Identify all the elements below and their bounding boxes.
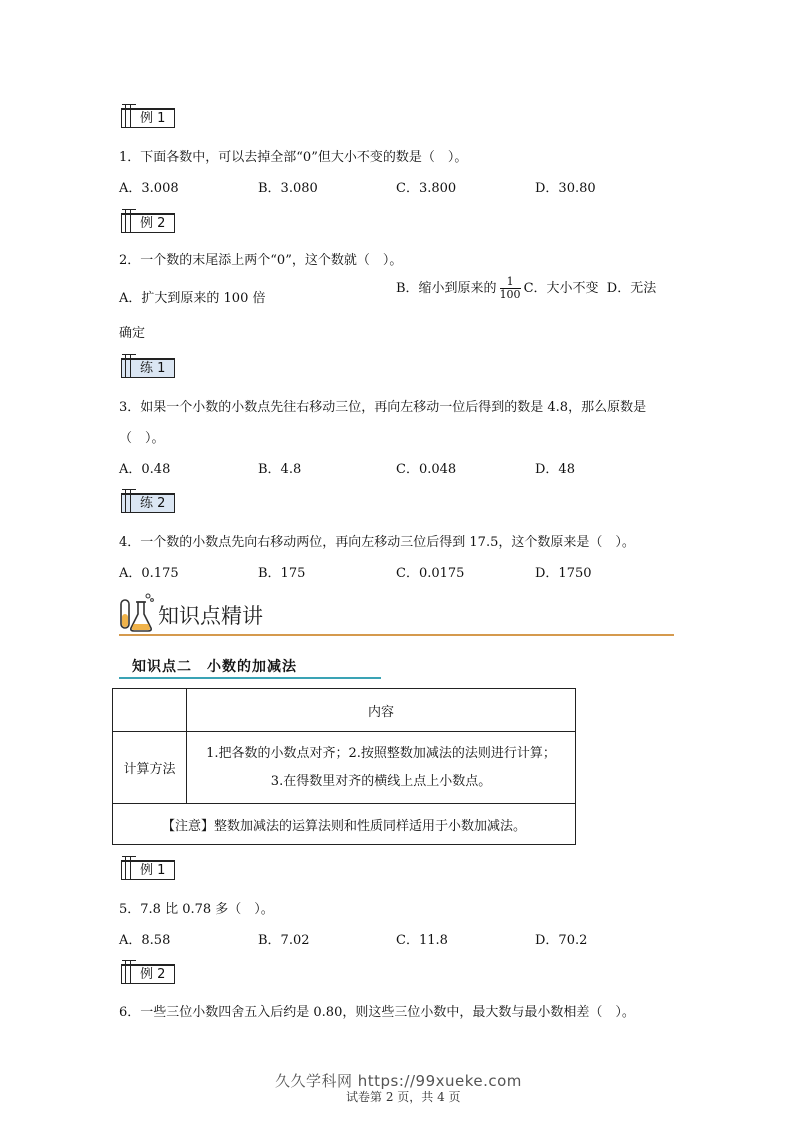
option-d: D．48 <box>535 462 575 477</box>
table-row-label: 计算方法 <box>113 732 187 804</box>
example-tag: 例 2 <box>121 213 175 233</box>
table-row-content <box>187 732 576 804</box>
fraction-denominator: 100 <box>499 288 521 301</box>
example-tag: 例 1 <box>121 860 175 880</box>
question-5: 5．7.8 比 0.78 多（ ）。 <box>119 902 274 917</box>
option-d: D．30.80 <box>535 181 596 196</box>
question-3: 3．如果一个小数的小数点先往右移动三位，再向左移动一位后得到的数是 4.8，那么原数是 <box>119 400 647 415</box>
knowledge-table <box>112 688 576 845</box>
question-wrap: 确定 <box>119 326 146 341</box>
option-b: B．175 <box>258 566 306 581</box>
option-a: A．0.175 <box>119 566 179 581</box>
section-divider <box>119 634 674 636</box>
option-c: C．0.0175 <box>396 566 465 581</box>
watermark: 久久学科网 https://99xueke.com <box>275 1072 522 1090</box>
content-line-2: 3.在得数里对齐的横线上点上小数点。 <box>270 773 492 789</box>
option-d: D．70.2 <box>535 933 588 948</box>
option-c: C．3.800 <box>396 181 457 196</box>
question-4: 4．一个数的小数点先向右移动两位，再向左移动三位后得到 17.5，这个数原来是（ ）。 <box>119 535 635 550</box>
option-a: A．扩大到原来的 100 倍 <box>119 291 266 306</box>
option-b: B．4.8 <box>258 462 302 477</box>
option-c: C．0.048 <box>396 462 457 477</box>
question-2: 2．一个数的末尾添上两个“0”，这个数就（ ）。 <box>119 253 403 268</box>
fraction-numerator: 1 <box>500 276 521 289</box>
question-1: 1．下面各数中，可以去掉全部“0”但大小不变的数是（ ）。 <box>119 150 468 165</box>
option-b: B．3.080 <box>258 181 318 196</box>
option-a: A．3.008 <box>119 181 179 196</box>
option-a: A．0.48 <box>119 462 171 477</box>
option-d: D．无法 <box>606 281 657 296</box>
table-note: 【注意】整数加减法的运算法则和性质同样适用于小数加减法。 <box>113 804 576 845</box>
practice-tag: 练 2 <box>121 493 175 513</box>
section-title: 知识点精讲 <box>158 604 263 628</box>
table-corner-cell <box>113 689 187 732</box>
page-footer: 试卷第 2 页，共 4 页 <box>346 1090 461 1104</box>
subsection-title: 知识点二 小数的加减法 <box>132 659 297 675</box>
table-header: 内容 <box>187 689 576 732</box>
option-a: A．8.58 <box>119 933 171 948</box>
example-tag: 例 2 <box>121 964 175 984</box>
option-b: B．7.02 <box>258 933 310 948</box>
practice-tag: 练 1 <box>121 358 175 378</box>
fraction <box>500 276 521 301</box>
question-wrap: （ ）。 <box>119 431 165 446</box>
option-c: C．11.8 <box>396 933 448 948</box>
example-tag: 例 1 <box>121 108 175 128</box>
option-c: C．大小不变 <box>523 281 599 296</box>
content-line-1: 1.把各数的小数点对齐；2.按照整数加减法的法则进行计算； <box>206 745 556 761</box>
option-d: D．1750 <box>535 566 592 581</box>
option-b <box>396 276 656 301</box>
option-b-prefix: B．缩小到原来的 <box>396 281 497 296</box>
flask-icon <box>118 592 156 634</box>
question-6: 6．一些三位小数四舍五入后约是 0.80，则这些三位小数中，最大数与最小数相差（ ）。 <box>119 1005 635 1020</box>
subsection-underline <box>119 677 381 679</box>
